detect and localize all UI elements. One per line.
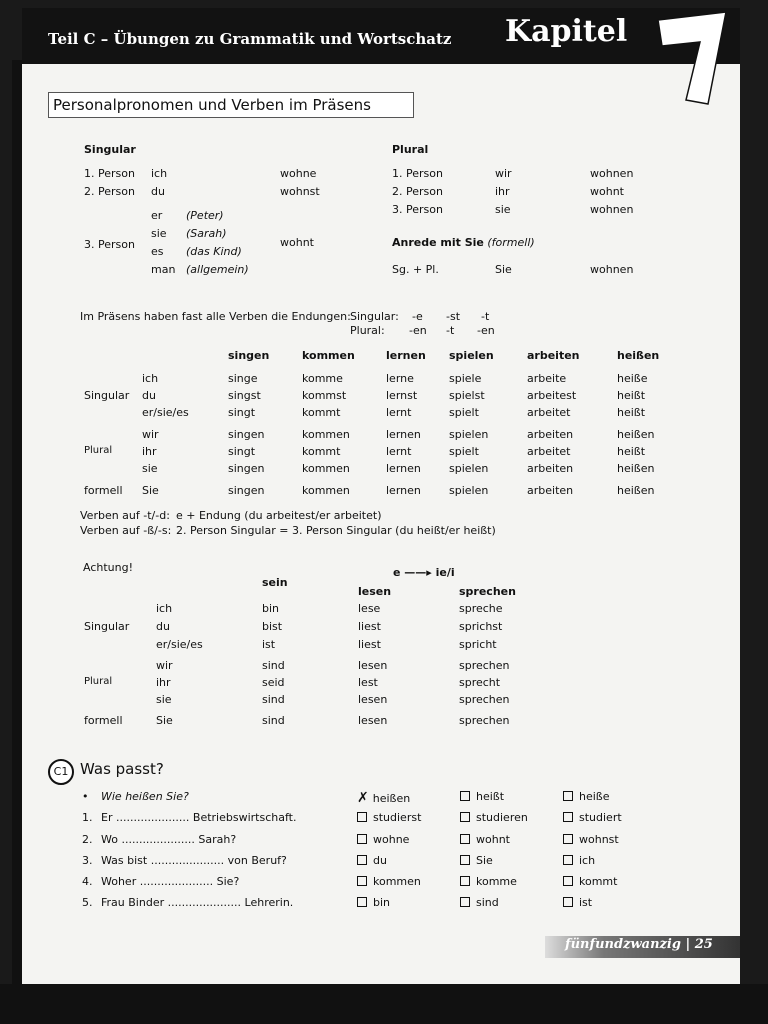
- checkbox-icon[interactable]: [563, 855, 573, 865]
- verb-form: wohnen: [590, 263, 634, 276]
- verb-form: heißen: [617, 428, 655, 441]
- verb-header: singen: [228, 349, 270, 362]
- verb-form: lesen: [358, 693, 388, 706]
- verb-form: sprecht: [459, 676, 501, 689]
- pronoun: du: [142, 389, 156, 402]
- row-group-label: Plural: [84, 445, 113, 456]
- ending: -en: [477, 324, 495, 337]
- answer-option[interactable]: [460, 854, 493, 867]
- verb-form: lesen: [358, 714, 388, 727]
- answer-option[interactable]: [563, 790, 610, 803]
- option-label: studiert: [579, 811, 622, 824]
- option-label: kommt: [579, 875, 618, 888]
- answer-option[interactable]: [357, 854, 387, 867]
- exercise-prompt: Was bist ..................... von Beruf?: [101, 854, 287, 867]
- row-group-label: Singular: [84, 389, 130, 402]
- verb-form: ist: [262, 638, 276, 651]
- person-label: 2. Person: [392, 185, 443, 198]
- ending: -t: [446, 324, 455, 337]
- answer-option[interactable]: [460, 896, 499, 909]
- checked-box-icon[interactable]: ✗: [357, 790, 369, 806]
- pronoun: Sie: [142, 484, 159, 497]
- verb-form: sind: [262, 659, 285, 672]
- verb-form: kommst: [302, 389, 347, 402]
- answer-option[interactable]: [563, 875, 617, 888]
- ending: -st: [446, 310, 461, 323]
- row-group-label: formell: [84, 714, 123, 727]
- pronoun: wir: [156, 659, 173, 672]
- verb-form: spielst: [449, 389, 485, 402]
- ending: -e: [412, 310, 423, 323]
- option-label: Sie: [476, 854, 493, 867]
- verb-form: singt: [228, 445, 256, 458]
- pronoun: ihr: [156, 676, 171, 689]
- item-number: 4.: [82, 875, 93, 888]
- option-label: du: [373, 854, 387, 867]
- checkbox-icon[interactable]: [357, 897, 367, 907]
- verb-form: lese: [358, 602, 381, 615]
- section-title: Personalpronomen und Verben im Präsens: [48, 92, 414, 118]
- option-label: bin: [373, 896, 391, 909]
- verb-form: heißen: [617, 484, 655, 497]
- exercise-prompt: Woher ..................... Sie?: [101, 875, 240, 888]
- pronoun-example: (Peter): [186, 209, 224, 222]
- verb-form: lernen: [386, 484, 421, 497]
- pronoun: wir: [495, 167, 512, 180]
- verb-form: wohnt: [590, 185, 624, 198]
- verb-form: sprechen: [459, 659, 510, 672]
- bottom-scan-border: [0, 984, 768, 1024]
- option-label: ich: [579, 854, 596, 867]
- ending: -en: [409, 324, 427, 337]
- verb-form: spielen: [449, 462, 489, 475]
- verb-form: singst: [228, 389, 261, 402]
- pronoun: sie: [156, 693, 172, 706]
- verb-form: spielen: [449, 428, 489, 441]
- option-label: studierst: [373, 811, 422, 824]
- row-group-label: formell: [84, 484, 123, 497]
- exercise-prompt: Er ..................... Betriebswirtschaft.: [101, 811, 297, 824]
- verb-form: lest: [358, 676, 378, 689]
- note-label: Verben auf -t/-d:: [80, 509, 170, 522]
- chapter-label: Kapitel: [505, 14, 628, 49]
- checkbox-icon[interactable]: [357, 812, 367, 822]
- pronoun-example: (allgemein): [186, 263, 249, 276]
- pronoun: sie: [142, 462, 158, 475]
- verb-form: sind: [262, 714, 285, 727]
- pronoun-example: (Sarah): [186, 227, 227, 240]
- verb-header: arbeiten: [527, 349, 580, 362]
- option-label: heiße: [579, 790, 610, 803]
- pronoun: ich: [151, 167, 168, 180]
- pronoun: ich: [156, 602, 173, 615]
- verb-header: lernen: [386, 349, 426, 362]
- achtung-label: Achtung!: [83, 561, 133, 574]
- verb-form: wohnst: [280, 185, 320, 198]
- verb-form: spielt: [449, 406, 479, 419]
- verb-form: arbeitet: [527, 445, 571, 458]
- verb-form: bist: [262, 620, 283, 633]
- verb-form: kommt: [302, 406, 341, 419]
- option-label: wohnt: [476, 833, 510, 846]
- note-text: e + Endung (du arbeitest/er arbeitet): [176, 509, 382, 522]
- verb-form: lernen: [386, 462, 421, 475]
- pronoun: wir: [142, 428, 159, 441]
- verb-form: singe: [228, 372, 258, 385]
- verb-header: heißen: [617, 349, 660, 362]
- verb-form: singt: [228, 406, 256, 419]
- row-group-label: Singular: [84, 620, 130, 633]
- verb-form: kommen: [302, 462, 350, 475]
- row-group-label: Plural: [84, 676, 113, 687]
- verb-form: singen: [228, 428, 265, 441]
- verb-form: wohnen: [590, 203, 634, 216]
- verb-form: heißt: [617, 406, 646, 419]
- pronoun: man: [151, 263, 176, 276]
- ending: -t: [481, 310, 490, 323]
- option-label: ist: [579, 896, 593, 909]
- answer-option[interactable]: [357, 896, 390, 909]
- page-number: fünfundzwanzig | 25: [565, 937, 713, 952]
- checkbox-icon[interactable]: [357, 855, 367, 865]
- option-label: kommen: [373, 875, 421, 888]
- exercise-prompt: Frau Binder ..................... Lehrerin.: [101, 896, 294, 909]
- verb-form: lernt: [386, 445, 412, 458]
- checkbox-icon[interactable]: [460, 897, 470, 907]
- person-label: 1. Person: [392, 167, 443, 180]
- pronoun: ich: [142, 372, 159, 385]
- item-number: 5.: [82, 896, 93, 909]
- verb-form: kommen: [302, 428, 350, 441]
- checkbox-icon[interactable]: [357, 834, 367, 844]
- verb-form: singen: [228, 484, 265, 497]
- option-label: heißt: [476, 790, 505, 803]
- verb-form: heißt: [617, 389, 646, 402]
- verb-form: arbeitest: [527, 389, 577, 402]
- option-label: wohne: [373, 833, 410, 846]
- verb-form: arbeitet: [527, 406, 571, 419]
- option-label: wohnst: [579, 833, 619, 846]
- pronoun: sie: [151, 227, 167, 240]
- verb-form: arbeiten: [527, 484, 574, 497]
- checkbox-icon[interactable]: [460, 791, 470, 801]
- verb-form: wohnt: [280, 236, 314, 249]
- answer-option[interactable]: [357, 811, 421, 824]
- exercise-prompt: Wo ..................... Sarah?: [101, 833, 237, 846]
- verb-form: sprechen: [459, 693, 510, 706]
- person-label: 1. Person: [84, 167, 135, 180]
- endings-sentence: Im Präsens haben fast alle Verben die Endungen:: [80, 310, 351, 323]
- item-number: •: [82, 790, 89, 803]
- answer-option[interactable]: [563, 811, 622, 824]
- verb-form: spiele: [449, 372, 482, 385]
- singular-heading: Singular: [84, 143, 136, 156]
- exercise-badge: C1: [48, 759, 74, 785]
- exercise-title: Was passt?: [80, 760, 164, 778]
- verb-form: heißt: [617, 445, 646, 458]
- person-label: 2. Person: [84, 185, 135, 198]
- checkbox-icon[interactable]: [357, 876, 367, 886]
- answer-option[interactable]: [357, 790, 410, 806]
- verb-form: spreche: [459, 602, 503, 615]
- answer-option[interactable]: [357, 833, 409, 846]
- pronoun: er: [151, 209, 163, 222]
- person-label: 3. Person: [84, 238, 135, 251]
- pronoun: Sie: [495, 263, 512, 276]
- item-number: 1.: [82, 811, 93, 824]
- verb-header: spielen: [449, 349, 494, 362]
- answer-option[interactable]: [460, 875, 517, 888]
- verb-header: sprechen: [459, 585, 516, 598]
- verb-form: sind: [262, 693, 285, 706]
- checkbox-icon[interactable]: [563, 897, 573, 907]
- answer-option[interactable]: [563, 833, 619, 846]
- verb-form: heiße: [617, 372, 648, 385]
- plural-heading: Plural: [392, 143, 429, 156]
- pronoun: ihr: [142, 445, 157, 458]
- verb-header: kommen: [302, 349, 355, 362]
- checkbox-icon[interactable]: [460, 855, 470, 865]
- note-text: 2. Person Singular = 3. Person Singular (du heißt/er heißt): [176, 524, 496, 537]
- header-subtitle: Teil C – Übungen zu Grammatik und Wortschatz: [48, 30, 452, 48]
- verb-form: bin: [262, 602, 280, 615]
- checkbox-icon[interactable]: [460, 876, 470, 886]
- verb-form: liest: [358, 620, 381, 633]
- formal-address-heading: Anrede mit Sie (formell): [392, 236, 535, 249]
- pronoun: ihr: [495, 185, 510, 198]
- answer-option[interactable]: [563, 854, 595, 867]
- answer-option[interactable]: [460, 790, 504, 803]
- verb-form: wohne: [280, 167, 317, 180]
- verb-form: lernen: [386, 428, 421, 441]
- verb-form: sprichst: [459, 620, 503, 633]
- verb-form: lernt: [386, 406, 412, 419]
- option-label: heißen: [372, 792, 411, 805]
- chapter-number: [648, 8, 740, 108]
- verb-form: heißen: [617, 462, 655, 475]
- pronoun: Sie: [156, 714, 173, 727]
- verb-form: kommen: [302, 484, 350, 497]
- verb-header: lesen: [358, 585, 392, 598]
- answer-option[interactable]: [460, 811, 528, 824]
- pronoun: sie: [495, 203, 511, 216]
- verb-form: lerne: [386, 372, 414, 385]
- page-edge-shadow: [12, 60, 22, 990]
- verb-form: liest: [358, 638, 381, 651]
- answer-option[interactable]: [357, 875, 421, 888]
- note-label: Verben auf -ß/-s:: [80, 524, 172, 537]
- pronoun: er/sie/es: [156, 638, 203, 651]
- item-number: 3.: [82, 854, 93, 867]
- verb-form: arbeite: [527, 372, 567, 385]
- pronoun: er/sie/es: [142, 406, 189, 419]
- option-label: studieren: [476, 811, 528, 824]
- person-label: 3. Person: [392, 203, 443, 216]
- pronoun: du: [156, 620, 170, 633]
- answer-option[interactable]: [563, 896, 592, 909]
- verb-form: spricht: [459, 638, 497, 651]
- checkbox-icon[interactable]: [563, 812, 573, 822]
- vowel-change-arrow: e ——▸ ie/i: [393, 566, 455, 579]
- pronoun: es: [151, 245, 164, 258]
- checkbox-icon[interactable]: [460, 834, 470, 844]
- checkbox-icon[interactable]: [563, 834, 573, 844]
- pronoun: du: [151, 185, 165, 198]
- verb-header: sein: [262, 576, 288, 589]
- checkbox-icon[interactable]: [563, 791, 573, 801]
- verb-form: arbeiten: [527, 462, 574, 475]
- verb-form: sprechen: [459, 714, 510, 727]
- verb-form: komme: [302, 372, 343, 385]
- verb-form: arbeiten: [527, 428, 574, 441]
- endings-plural-label: Plural:: [350, 324, 385, 337]
- verb-form: kommt: [302, 445, 341, 458]
- endings-singular-label: Singular:: [350, 310, 399, 323]
- verb-form: lesen: [358, 659, 388, 672]
- verb-form: spielen: [449, 484, 489, 497]
- exercise-prompt: Wie heißen Sie?: [101, 790, 189, 803]
- checkbox-icon[interactable]: [460, 812, 470, 822]
- item-number: 2.: [82, 833, 93, 846]
- option-label: komme: [476, 875, 517, 888]
- answer-option[interactable]: [460, 833, 510, 846]
- verb-form: wohnen: [590, 167, 634, 180]
- checkbox-icon[interactable]: [563, 876, 573, 886]
- pronoun-example: (das Kind): [186, 245, 242, 258]
- verb-form: spielt: [449, 445, 479, 458]
- verb-form: lernst: [386, 389, 418, 402]
- option-label: sind: [476, 896, 499, 909]
- verb-form: seid: [262, 676, 285, 689]
- verb-form: singen: [228, 462, 265, 475]
- person-label: Sg. + Pl.: [392, 263, 439, 276]
